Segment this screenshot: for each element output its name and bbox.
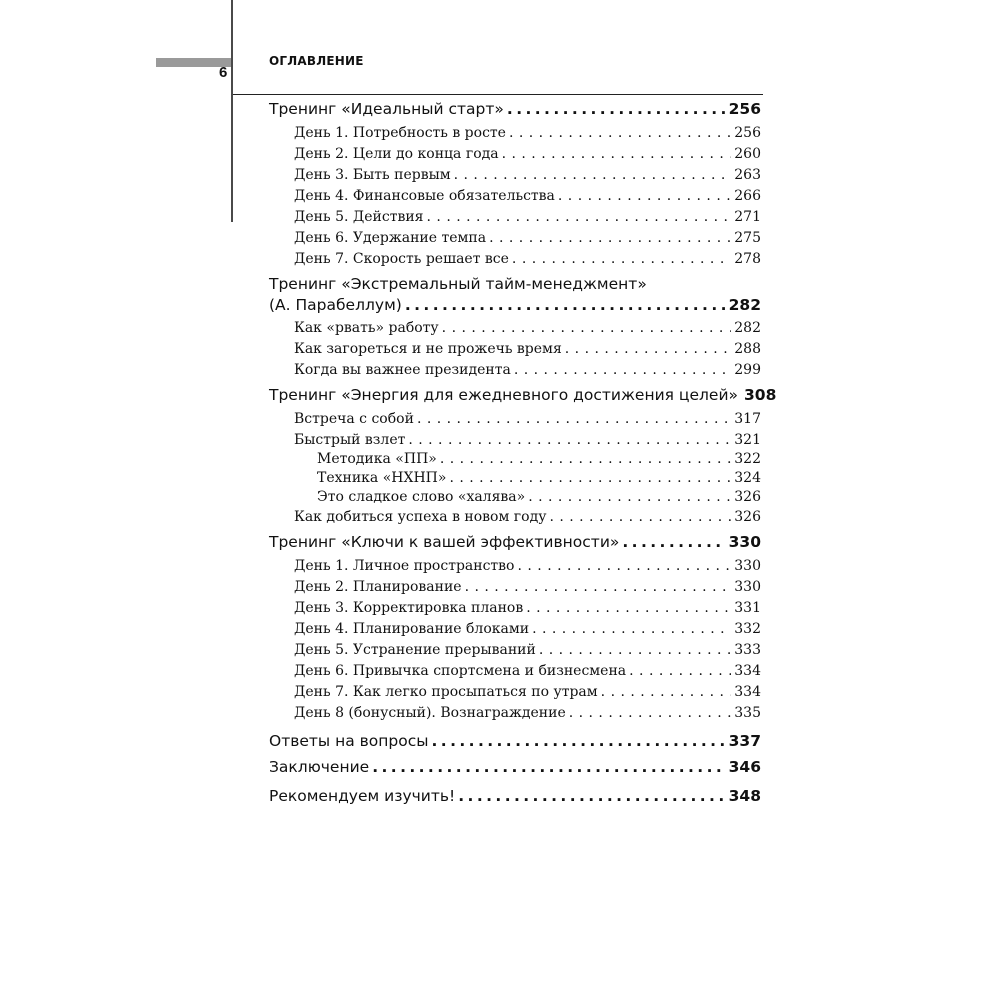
toc-item[interactable]: День 7. Как легко просыпаться по утрам . . . 334	[294, 684, 761, 700]
toc-subitem[interactable]: Это сладкое слово «халява» . . . 326	[317, 489, 761, 505]
toc-section-answers[interactable]: Ответы на вопросы ..... 337	[269, 732, 761, 750]
toc-section-extreme-time-management[interactable]: Тренинг «Экстремальный тайм-менеджмент»	[269, 275, 647, 293]
toc-subitem[interactable]: Техника «НХНП» . . . 324	[317, 470, 761, 486]
toc-item[interactable]: День 3. Быть первым . . . 263	[294, 167, 761, 183]
toc-item[interactable]: День 3. Корректировка планов . . . 331	[294, 600, 761, 616]
toc-item[interactable]: Встреча с собой . . . 317	[294, 411, 761, 427]
toc-item[interactable]: День 6. Привычка спортсмена и бизнесмена . . . 334	[294, 663, 761, 679]
toc-item[interactable]: День 4. Планирование блоками . . . 332	[294, 621, 761, 637]
toc-item[interactable]: Быстрый взлет . . . 321	[294, 432, 761, 448]
toc-item[interactable]: День 5. Устранение прерываний . . . 333	[294, 642, 761, 658]
toc-item[interactable]: День 6. Удержание темпа . . . 275	[294, 230, 761, 246]
toc-section-efficiency-keys[interactable]: Тренинг «Ключи к вашей эффективности» ..... 330	[269, 533, 761, 551]
header-rule	[233, 94, 763, 95]
toc-item[interactable]: День 8 (бонусный). Вознаграждение . . . 335	[294, 705, 761, 721]
toc-item[interactable]: День 2. Планирование . . . 330	[294, 579, 761, 595]
toc-item[interactable]: День 2. Цели до конца года . . . 260	[294, 146, 761, 162]
running-head: ОГЛАВЛЕНИЕ	[269, 54, 364, 68]
toc-item[interactable]: День 5. Действия . . . 271	[294, 209, 761, 225]
toc-item[interactable]: Как загореться и не прожечь время . . . 288	[294, 341, 761, 357]
toc-item[interactable]: День 1. Личное пространство . . . 330	[294, 558, 761, 574]
page-number: 6	[219, 64, 228, 81]
vertical-rule	[231, 0, 233, 222]
toc-item[interactable]: Как добиться успеха в новом году . . . 326	[294, 509, 761, 525]
toc-section-extreme-time-management-author[interactable]: (А. Парабеллум) ..... 282	[269, 296, 761, 314]
toc-item[interactable]: День 7. Скорость решает все . . . 278	[294, 251, 761, 267]
toc-item[interactable]: День 4. Финансовые обязательства . . . 266	[294, 188, 761, 204]
toc-subitem[interactable]: Методика «ПП» . . . 322	[317, 451, 761, 467]
toc-item[interactable]: День 1. Потребность в росте . . . 256	[294, 125, 761, 141]
toc-section-recommended[interactable]: Рекомендуем изучить! ..... 348	[269, 787, 761, 805]
toc-item[interactable]: Когда вы важнее президента . . . 299	[294, 362, 761, 378]
toc-section-energy[interactable]: Тренинг «Энергия для ежедневного достижения целей» 308	[269, 386, 777, 404]
toc-section-conclusion[interactable]: Заключение ..... 346	[269, 758, 761, 776]
toc-item[interactable]: Как «рвать» работу . . . 282	[294, 320, 761, 336]
toc-section-ideal-start[interactable]: Тренинг «Идеальный старт» ..... 256	[269, 100, 761, 118]
